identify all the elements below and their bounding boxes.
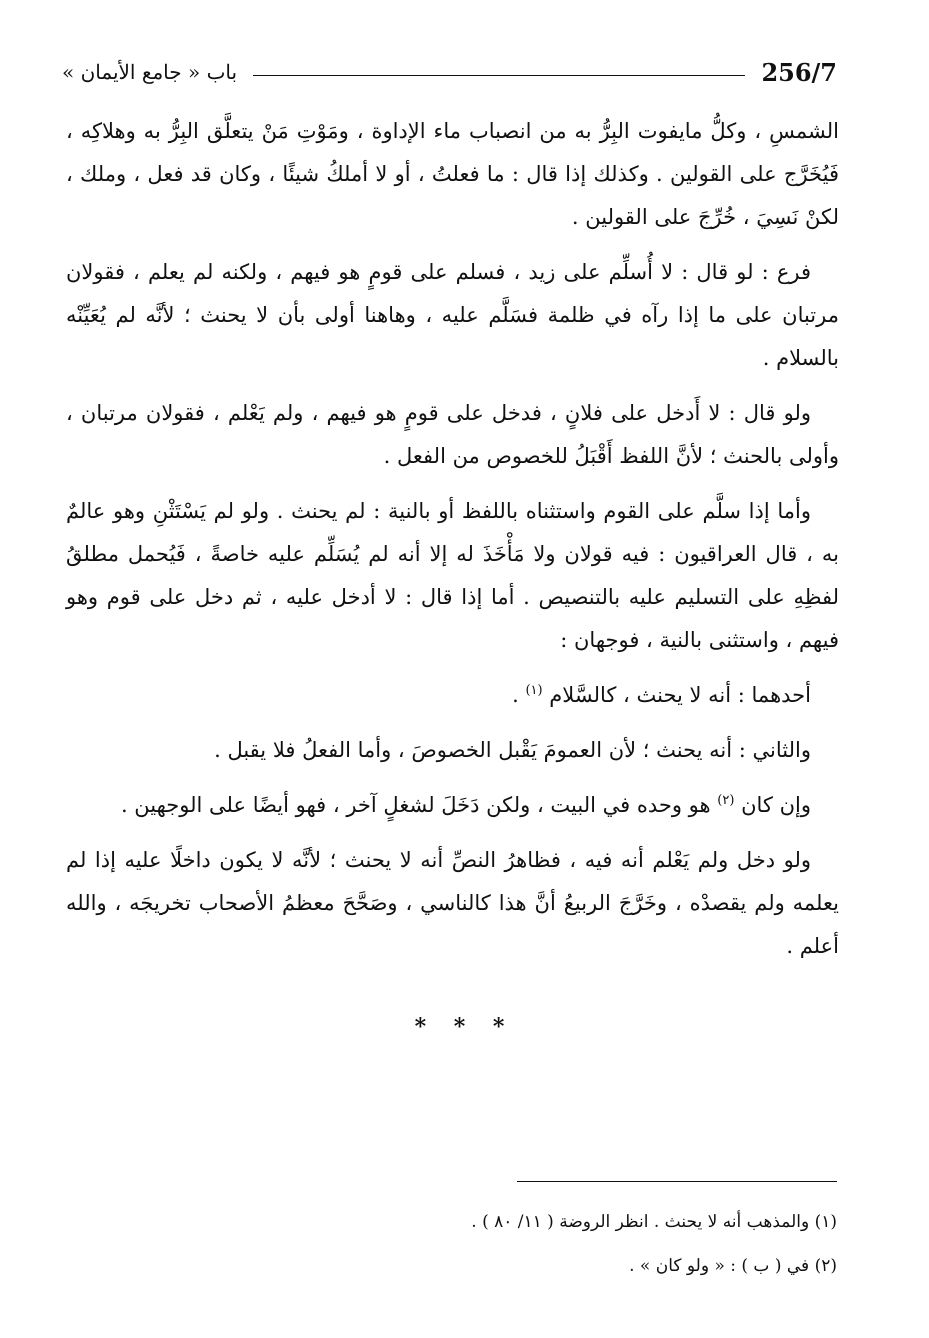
- paragraph-if-was: [66, 784, 839, 827]
- footnote-ref-1[interactable]: (١): [525, 683, 543, 698]
- paragraph: وأما إذا سلَّم على القوم واستثناه باللفظ أو بالنية : لم يحنث . ولو لم يَسْتَثْنِ وهو عالمٌ به ، قال العراقيون : فيه قولان ولا مَأْخَذَ له إلا أنه لم يُسَلِّم عليه خاصةً ، فَيُحمل مطلقُ لفظِهِ على التسليم عليه بالتنصيص . أما إذا قال : لا أدخل عليه ، ثم دخل على قوم وهو فيهم ، واستثنى بالنية ، فوجهان :: [66, 499, 839, 652]
- footnote-1: (١) والمذهب أنه لا يحنث . انظر الروضة ( ١١/ ٨٠ ) .: [471, 1212, 837, 1232]
- header-rule: [253, 75, 745, 76]
- paragraph: ولو دخل ولم يَعْلم أنه فيه ، فظاهرُ النصِّ أنه لا يحنث ؛ لأنَّه لا يكون داخلًا عليه إذا لم يعلمه ولم يقصدْه ، وخَرَّجَ الربيعُ أنَّ هذا كالناسي ، وصَحَّحَ معظمُ الأصحاب تخريجَه ، والله أعلم .: [66, 848, 839, 958]
- footnote-2: (٢) في ( ب ) : « ولو كان » .: [629, 1256, 837, 1276]
- footnotes: [66, 1200, 837, 1288]
- running-header: [62, 52, 837, 92]
- section-separator: * * *: [414, 1014, 515, 1040]
- main-text: [66, 110, 839, 980]
- footnote-ref-2[interactable]: (٢): [717, 793, 735, 808]
- first-opinion-end: .: [512, 683, 526, 707]
- paragraph-second-opinion: والثاني : أنه يحنث ؛ لأن العمومَ يَقْبل الخصوصَ ، وأما الفعلُ فلا يقبل .: [214, 738, 811, 762]
- paragraph: الشمسِ ، وكلُّ مايفوت البِرُّ به من انصباب ماء الإداوة ، ومَوْتِ مَنْ يتعلَّق البِرُّ به وهلاكِه ، فَيُخَرَّج على القولين . وكذلك إذا قال : ما فعلتُ ، أو لا أملكُ شيئًا ، وكان قد فعل ، وملك ، لكنْ نَسِيَ ، خُرِّجَ على القولين .: [66, 119, 839, 229]
- if-was-after: هو وحده في البيت ، ولكن دَخَلَ لشغلٍ آخر ، فهو أيضًا على الوجهين .: [120, 793, 718, 817]
- first-opinion-text: أحدهما : أنه لا يحنث ، كالسَّلام: [549, 683, 811, 707]
- chapter-title: باب « جامع الأيمان »: [62, 60, 238, 84]
- footnote-rule: [517, 1181, 837, 1182]
- paragraph-branch: فرع : لو قال : لا أُسلِّم على زيد ، فسلم على قومٍ هو فيهم ، ولكنه لم يعلم ، فقولان مرتبان على ما إذا رآه في ظلمة فسَلَّم عليه ، وهاهنا أولى بأن لا يحنث ؛ لأنَّه لم يُعَيِّنْه بالسلام .: [66, 260, 839, 370]
- paragraph-first-opinion: [66, 674, 839, 717]
- page-number: 256/7: [761, 57, 837, 87]
- if-was-before: وإن كان: [741, 793, 811, 817]
- paragraph: ولو قال : لا أَدخل على فلانٍ ، فدخل على قومٍ هو فيهم ، ولم يَعْلم ، فقولان مرتبان ، وأولى بالحنث ؛ لأنَّ اللفظ أَقْبَلُ للخصوص من الفعل .: [66, 401, 839, 468]
